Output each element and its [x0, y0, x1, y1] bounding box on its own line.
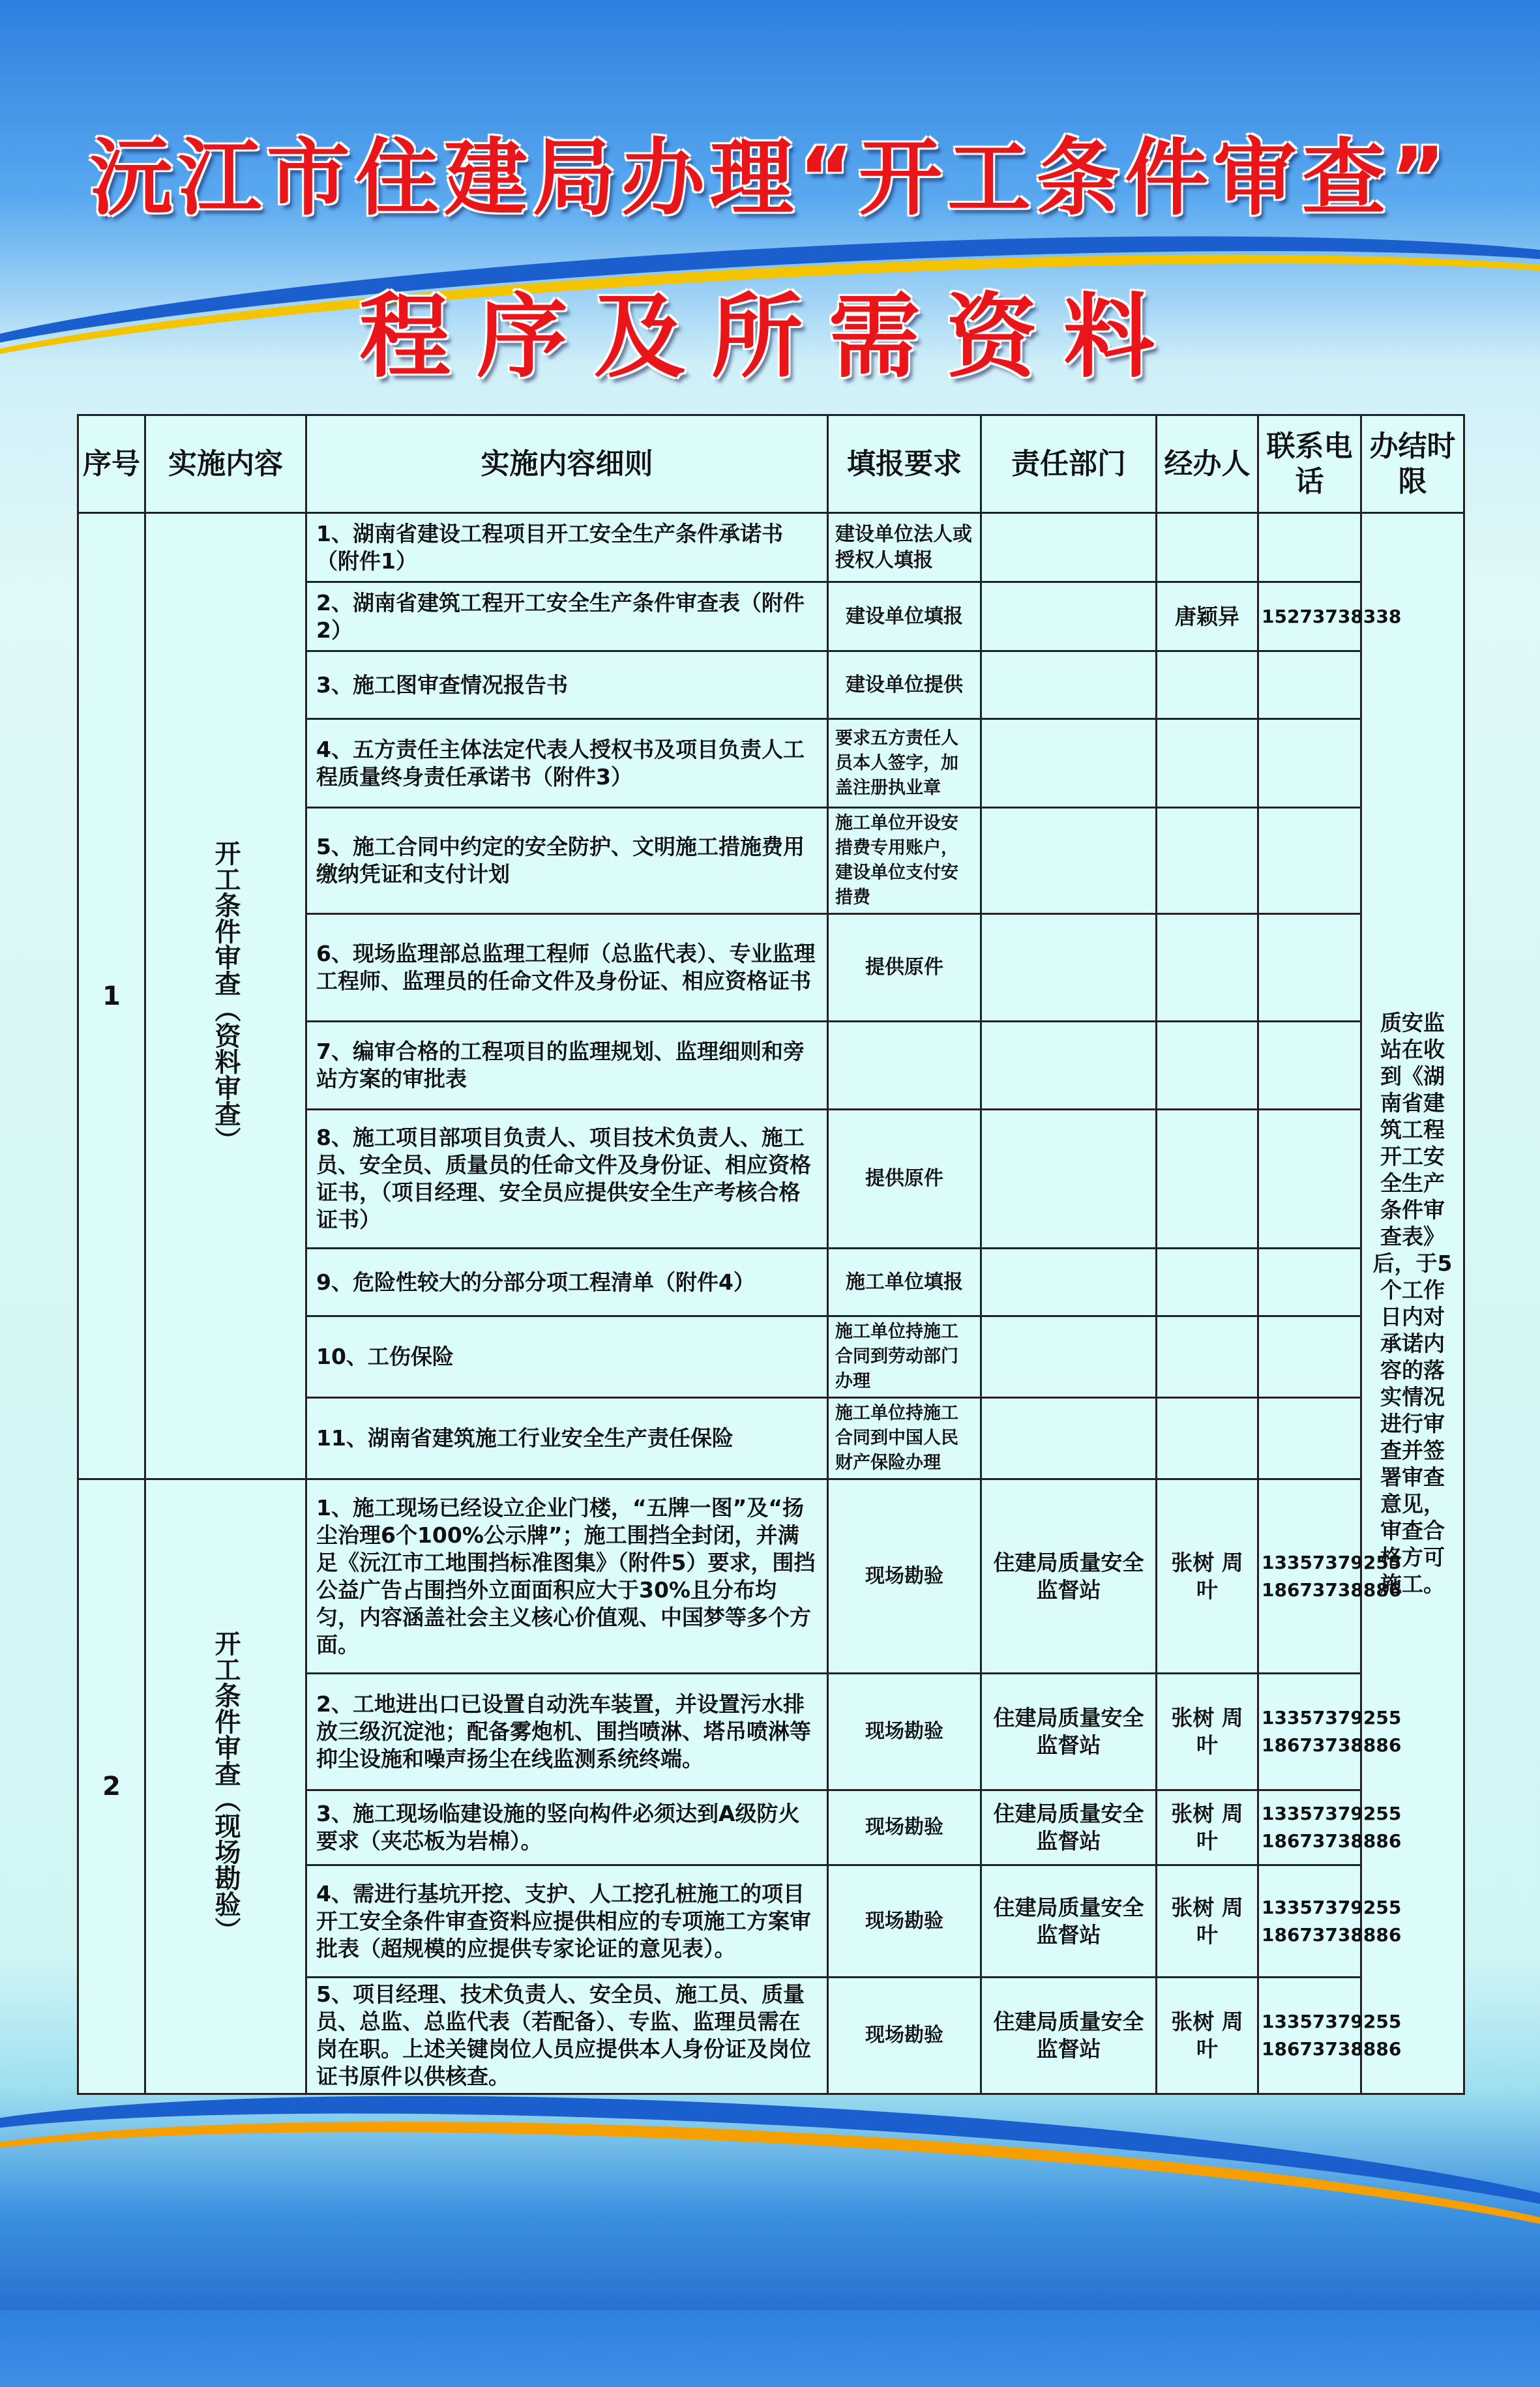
title-line-2: 程序及所需资料 — [359, 284, 1181, 391]
requirement-cell: 建设单位填报 — [828, 582, 981, 651]
phone-cell — [1258, 719, 1361, 808]
requirement-cell: 建设单位提供 — [828, 651, 981, 719]
detail-cell: 9、危险性较大的分部分项工程清单（附件4） — [306, 1249, 828, 1316]
department-cell: 住建局质量安全监督站 — [981, 1865, 1157, 1978]
detail-cell: 4、需进行基坑开挖、支护、人工挖孔桩施工的项目开工安全条件审查资料应提供相应的专项施工方案审批表（超规模的应提供专家论证的意见表）。 — [306, 1865, 828, 1978]
section-content-text: 开工条件审查（资料审查） — [211, 839, 241, 1153]
phone-cell: 13357379255 18673738886 — [1258, 1479, 1361, 1674]
procedure-table — [77, 414, 1465, 2095]
person-cell — [1157, 914, 1258, 1022]
title-line-1: 沅江市住建局办理“开工条件审查” — [89, 130, 1451, 227]
section-content — [145, 1479, 306, 2094]
department-cell: 住建局质量安全监督站 — [981, 1479, 1157, 1674]
requirement-cell: 现场勘验 — [828, 1865, 981, 1978]
phone-cell — [1258, 1249, 1361, 1316]
requirement-cell: 现场勘验 — [828, 1978, 981, 2094]
person-cell — [1157, 1022, 1258, 1110]
requirement-cell: 提供原件 — [828, 914, 981, 1022]
department-cell — [981, 513, 1157, 582]
phone-cell — [1258, 808, 1361, 914]
detail-cell: 4、五方责任主体法定代表人授权书及项目负责人工程质量终身责任承诺书（附件3） — [306, 719, 828, 808]
requirement-cell: 现场勘验 — [828, 1790, 981, 1865]
department-cell — [981, 1316, 1157, 1398]
phone-cell: 13357379255 18673738886 — [1258, 1790, 1361, 1865]
table-row — [78, 1479, 1464, 1674]
detail-cell: 3、施工图审查情况报告书 — [306, 651, 828, 719]
requirement-cell — [828, 1022, 981, 1110]
requirement-cell: 施工单位填报 — [828, 1249, 981, 1316]
header-department: 责任部门 — [981, 415, 1157, 513]
person-cell — [1157, 513, 1258, 582]
section-number: 2 — [78, 1479, 145, 2094]
person-cell — [1157, 719, 1258, 808]
detail-cell: 1、湖南省建设工程项目开工安全生产条件承诺书（附件1） — [306, 513, 828, 582]
phone-cell: 13357379255 18673738886 — [1258, 1978, 1361, 2094]
phone-cell: 13357379255 18673738886 — [1258, 1865, 1361, 1978]
header-no: 序号 — [78, 415, 145, 513]
person-cell: 张树 周叶 — [1157, 1978, 1258, 2094]
phone-cell — [1258, 1316, 1361, 1398]
header-phone: 联系电话 — [1258, 415, 1361, 513]
requirement-cell: 建设单位法人或授权人填报 — [828, 513, 981, 582]
time-limit-cell: 质安监站在收到《湖南省建筑工程开工安全生产条件审查表》后，于5个工作日内对承诺内容的落实情况进行审查并签署审查意见，审查合格方可施工。 — [1361, 513, 1464, 2094]
department-cell — [981, 582, 1157, 651]
header-detail: 实施内容细则 — [306, 415, 828, 513]
department-cell — [981, 1398, 1157, 1479]
detail-cell: 8、施工项目部项目负责人、项目技术负责人、施工员、安全员、质量员的任命文件及身份证、相应资格证书，（项目经理、安全员应提供安全生产考核合格证书） — [306, 1110, 828, 1249]
phone-cell — [1258, 1022, 1361, 1110]
requirement-cell: 提供原件 — [828, 1110, 981, 1249]
section-content — [145, 513, 306, 1479]
person-cell: 张树 周叶 — [1157, 1674, 1258, 1790]
header-time-limit: 办结时限 — [1361, 415, 1464, 513]
department-cell: 住建局质量安全监督站 — [981, 1790, 1157, 1865]
detail-cell: 7、编审合格的工程项目的监理规划、监理细则和旁站方案的审批表 — [306, 1022, 828, 1110]
requirement-cell: 施工单位持施工合同到劳动部门办理 — [828, 1316, 981, 1398]
department-cell — [981, 1249, 1157, 1316]
requirement-cell: 施工单位开设安措费专用账户，建设单位支付安措费 — [828, 808, 981, 914]
detail-cell: 6、现场监理部总监理工程师（总监代表）、专业监理工程师、监理员的任命文件及身份证、相应资格证书 — [306, 914, 828, 1022]
department-cell: 住建局质量安全监督站 — [981, 1674, 1157, 1790]
requirement-cell: 要求五方责任人员本人签字，加盖注册执业章 — [828, 719, 981, 808]
detail-cell: 3、施工现场临建设施的竖向构件必须达到A级防火要求（夹芯板为岩棉）。 — [306, 1790, 828, 1865]
detail-cell: 2、湖南省建筑工程开工安全生产条件审查表（附件2） — [306, 582, 828, 651]
phone-cell — [1258, 1398, 1361, 1479]
department-cell — [981, 1022, 1157, 1110]
phone-cell — [1258, 651, 1361, 719]
department-cell — [981, 914, 1157, 1022]
requirement-cell: 施工单位持施工合同到中国人民财产保险办理 — [828, 1398, 981, 1479]
table-row — [78, 513, 1464, 582]
person-cell — [1157, 1398, 1258, 1479]
phone-cell — [1258, 1110, 1361, 1249]
phone-cell — [1258, 914, 1361, 1022]
phone-cell: 13357379255 18673738886 — [1258, 1674, 1361, 1790]
person-cell: 张树 周叶 — [1157, 1790, 1258, 1865]
department-cell — [981, 1110, 1157, 1249]
phone-cell — [1258, 513, 1361, 582]
department-cell — [981, 651, 1157, 719]
section-number: 1 — [78, 513, 145, 1479]
person-cell: 唐颖异 — [1157, 582, 1258, 651]
section-content-text: 开工条件审查（现场勘验） — [211, 1630, 241, 1943]
header-requirement: 填报要求 — [828, 415, 981, 513]
person-cell — [1157, 808, 1258, 914]
person-cell — [1157, 1110, 1258, 1249]
department-cell: 住建局质量安全监督站 — [981, 1978, 1157, 2094]
detail-cell: 5、项目经理、技术负责人、安全员、施工员、质量员、总监、总监代表（若配备）、专监、监理员需在岗在职。上述关键岗位人员应提供本人身份证及岗位证书原件以供核查。 — [306, 1978, 828, 2094]
person-cell: 张树 周叶 — [1157, 1479, 1258, 1674]
department-cell — [981, 719, 1157, 808]
person-cell: 张树 周叶 — [1157, 1865, 1258, 1978]
header-content: 实施内容 — [145, 415, 306, 513]
detail-cell: 5、施工合同中约定的安全防护、文明施工措施费用缴纳凭证和支付计划 — [306, 808, 828, 914]
detail-cell: 10、工伤保险 — [306, 1316, 828, 1398]
header-person: 经办人 — [1157, 415, 1258, 513]
person-cell — [1157, 1249, 1258, 1316]
requirement-cell: 现场勘验 — [828, 1674, 981, 1790]
phone-cell: 15273738338 — [1258, 582, 1361, 651]
requirement-cell: 现场勘验 — [828, 1479, 981, 1674]
person-cell — [1157, 1316, 1258, 1398]
department-cell — [981, 808, 1157, 914]
person-cell — [1157, 651, 1258, 719]
detail-cell: 1、施工现场已经设立企业门楼，“五牌一图”及“扬尘治理6个100%公示牌”；施工围挡全封闭，并满足《沅江市工地围挡标准图集》（附件5）要求，围挡公益广告占围挡外立面面积应大于30%且分布均匀，内容涵盖社会主义核心价值观、中国梦等多个方面。 — [306, 1479, 828, 1674]
detail-cell: 2、工地进出口已设置自动洗车装置，并设置污水排放三级沉淀池；配备雾炮机、围挡喷淋、塔吊喷淋等抑尘设施和噪声扬尘在线监测系统终端。 — [306, 1674, 828, 1790]
detail-cell: 11、湖南省建筑施工行业安全生产责任保险 — [306, 1398, 828, 1479]
